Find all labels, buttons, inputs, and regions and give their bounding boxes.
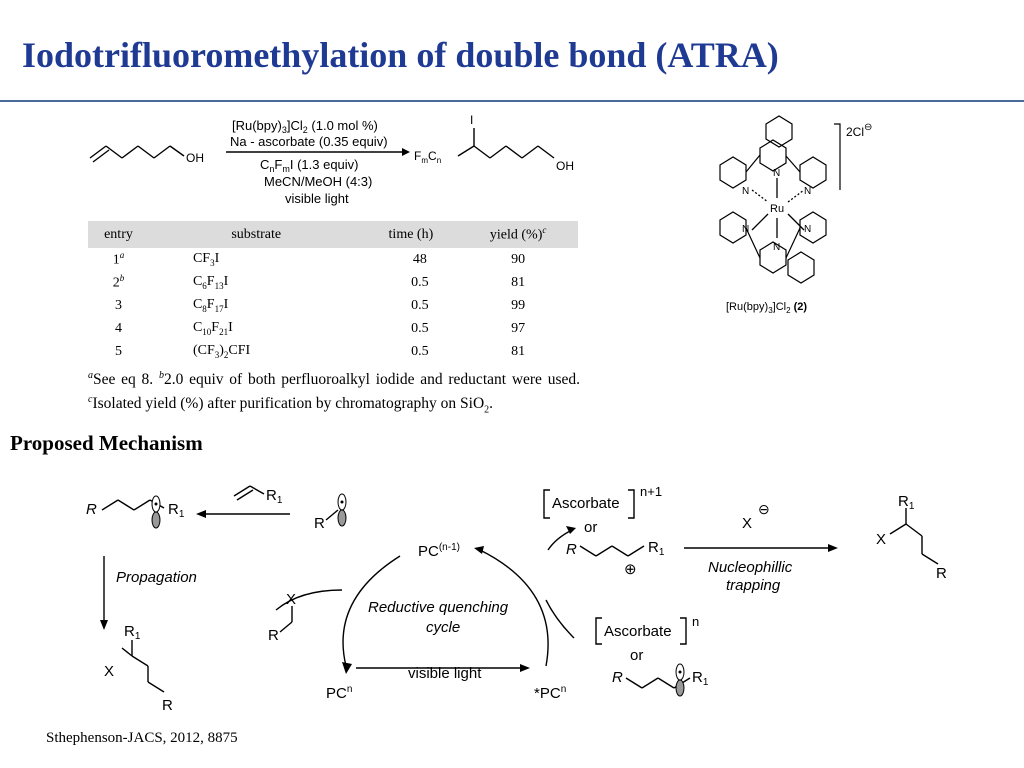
ascorbate-label: Ascorbate	[552, 495, 620, 512]
pc-reduced-label: PC$^{(n-1)}$	[418, 542, 460, 560]
entry-cell: 5	[114, 343, 122, 359]
yield-cell: 81	[511, 274, 526, 290]
header-entry: entry	[88, 221, 149, 248]
n-atom-label: N	[804, 224, 812, 235]
r1-group-label: $R_1$	[648, 539, 665, 558]
x-group-label: X	[104, 663, 115, 680]
n-atom-label: N	[742, 186, 750, 197]
r-group-label: R	[162, 697, 173, 714]
visible-light-label: visible light	[408, 665, 482, 682]
time-cell: 0.5	[411, 274, 429, 290]
product-iodine: I	[470, 113, 474, 127]
time-cell: 48	[412, 251, 427, 267]
r1-group-label: $R_1$	[168, 501, 185, 520]
yield-cell: 99	[511, 297, 526, 313]
solvent-label: MeCN/MeOH (4:3)	[264, 174, 373, 189]
r-group-label: R	[86, 501, 97, 518]
yield-cell: 90	[511, 251, 526, 267]
header-substrate: substrate	[149, 221, 364, 248]
mechanism-bonds	[102, 486, 938, 692]
citation: Sthephenson-JACS, 2012, 8875	[46, 730, 238, 746]
light-label: visible light	[285, 191, 349, 206]
cation-charge-icon: ⊕	[624, 561, 637, 578]
ascorbate-charge: n+1	[640, 484, 663, 499]
reagent-label: $C_nF_mI$ (1.3 equiv)	[260, 157, 359, 174]
product-structure	[458, 128, 554, 158]
r-group-label: R	[566, 541, 577, 558]
propagation-label: Propagation	[116, 569, 197, 586]
mechanism-arrows	[104, 514, 828, 668]
substrate-cell: $C_8F_{17}I$	[192, 297, 229, 314]
r1-group-label: $R_1$	[692, 669, 709, 688]
n-atom-label: N	[742, 224, 750, 235]
pc-ground-label: $PC^n$	[326, 684, 353, 702]
mechanism-scheme	[0, 470, 1024, 720]
radical-orbital-icon	[152, 496, 160, 528]
product-oh: OH	[556, 159, 574, 173]
reductant-label: Na - ascorbate (0.35 equiv)	[230, 134, 388, 149]
substrate-oh: OH	[186, 151, 204, 165]
substrate-structure	[90, 146, 184, 162]
complex-caption: $[Ru(bpy)_3]Cl_2$ (2)	[726, 301, 808, 315]
ru-atom-label: Ru	[770, 203, 785, 215]
x-group-label: X	[286, 591, 297, 608]
table-row	[88, 271, 578, 294]
entry-cell: 4	[114, 320, 122, 336]
nucleophilic-label: Nucleophillic	[708, 559, 793, 576]
reaction-arrowhead	[402, 148, 410, 156]
complex-bracket	[834, 124, 840, 190]
trapping-label: trapping	[726, 577, 781, 594]
table-row	[88, 248, 578, 271]
r1-group-label: $R_1$	[266, 487, 283, 506]
ascorbate-charge: n	[692, 614, 700, 629]
x-nucleophile-label: X	[742, 515, 753, 532]
entry-cell: 3	[114, 297, 122, 313]
title-divider	[0, 100, 1024, 102]
entry-cell: 1$^a$	[112, 250, 125, 268]
table-footnote: $^a$See eq 8. $^b$2.0 equiv of both perfluoroalkyl iodide and reductant were used. $^c$Isolated yield (%) after purification by chromatography on SiO$_2$.	[88, 370, 580, 416]
or-label: or	[630, 647, 644, 664]
slide-title: Iodotrifluoromethylation of double bond (ATRA)	[22, 35, 779, 75]
mechanism-heading: Proposed Mechanism	[10, 431, 203, 455]
header-time: time (h)	[364, 221, 459, 248]
substrate-cell: $CF_3I$	[192, 251, 220, 268]
cycle-label: cycle	[426, 619, 461, 636]
complex-counterion: 2Cl⊖	[846, 122, 873, 139]
table-header-row	[88, 221, 578, 248]
r-group-label: R	[314, 515, 325, 532]
time-cell: 0.5	[411, 320, 429, 336]
yield-cell: 97	[511, 320, 526, 336]
table-row	[88, 294, 578, 317]
ascorbate-label: Ascorbate	[604, 623, 672, 640]
ru-bpy-complex-structure	[700, 110, 880, 320]
r1-group-label: $R_1$	[124, 623, 141, 642]
anion-charge-icon: ⊖	[758, 501, 770, 517]
or-label: or	[584, 519, 598, 536]
radical-orbital-icon	[676, 664, 684, 696]
time-cell: 0.5	[411, 343, 429, 359]
r-group-label: R	[268, 627, 279, 644]
r1-group-label: $R_1$	[898, 493, 915, 512]
substrate-cell: $(CF_3)_2CFI$	[192, 343, 251, 360]
n-atom-label: N	[804, 186, 812, 197]
n-atom-label: N	[773, 242, 781, 253]
radical-orbital-icon	[338, 494, 346, 526]
reaction-scheme	[80, 104, 600, 216]
catalyst-label: $[Ru(bpy)_3]Cl_2$ (1.0 mol %)	[232, 118, 378, 135]
table-row	[88, 340, 578, 363]
results-table	[88, 221, 578, 363]
substrate-cell: $C_{10}F_{21}I$	[192, 320, 233, 337]
bipyridine-rings	[720, 116, 826, 283]
substrate-cell: $C_6F_{13}I$	[192, 274, 229, 291]
r-group-label: R	[612, 669, 623, 686]
table-row	[88, 317, 578, 340]
n-atom-label: N	[773, 168, 781, 179]
yield-cell: 81	[511, 343, 526, 359]
x-group-label: X	[876, 531, 887, 548]
cycle-label: Reductive quenching	[368, 599, 509, 616]
pc-excited-label: $*PC^n$	[534, 684, 567, 702]
time-cell: 0.5	[411, 297, 429, 313]
header-yield: yield (%)$^c$	[458, 221, 578, 248]
r-group-label: R	[936, 565, 947, 582]
entry-cell: 2$^b$	[112, 273, 125, 291]
product-fmcn: $F_mC_n$	[414, 149, 442, 165]
